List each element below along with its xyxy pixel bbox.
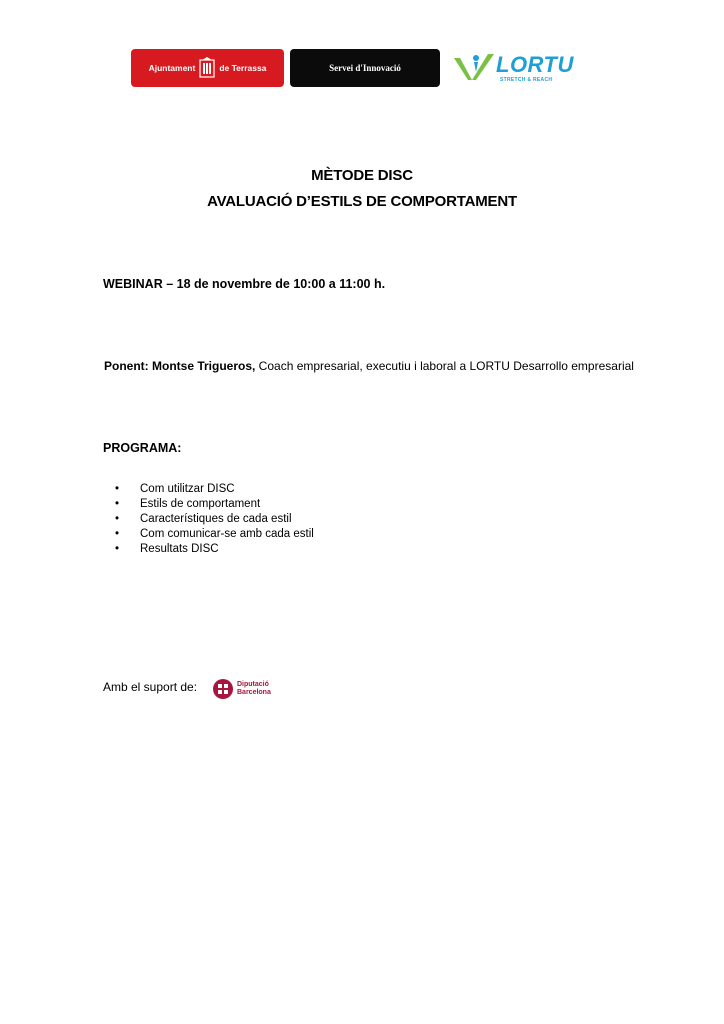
programa-heading: PROGRAMA:: [103, 441, 182, 455]
bullet-icon: •: [115, 543, 120, 555]
list-item: [112, 527, 314, 542]
diputacio-logo-line-1: Diputació: [237, 681, 269, 688]
terrassa-logo-left-text: Ajuntament: [148, 63, 196, 73]
lortu-v-icon: [452, 50, 498, 86]
terrassa-logo-right-text: de Terrassa: [219, 63, 267, 73]
title-line-1: MÈTODE DISC: [311, 167, 413, 184]
programa-list: [112, 482, 314, 557]
webinar-info: WEBINAR – 18 de novembre de 10:00 a 11:00 h.: [103, 277, 386, 291]
bullet-icon: •: [115, 498, 120, 510]
ponent-info: [104, 359, 634, 373]
lortu-tagline: STRETCH & REACH: [500, 77, 553, 83]
diputacio-logo-text: [237, 681, 271, 697]
list-item: [112, 497, 314, 512]
suport-label: Amb el suport de:: [103, 680, 198, 694]
lortu-wordmark: LORTU: [496, 52, 574, 77]
list-item-text: Com comunicar-se amb cada estil: [140, 528, 314, 540]
document-title: [0, 163, 724, 215]
diputacio-logo-line-2: Barcelona: [237, 689, 271, 696]
title-line-2: AVALUACIÓ D’ESTILS DE COMPORTAMENT: [207, 193, 517, 210]
ponent-description: Coach empresarial, executiu i laboral a LORTU Desarrollo empresarial: [255, 359, 634, 373]
list-item-text: Estils de comportament: [140, 498, 261, 510]
diputacio-barcelona-logo: [213, 677, 271, 701]
ponent-label: Ponent: Montse Trigueros,: [104, 359, 256, 373]
bullet-icon: •: [115, 528, 120, 540]
list-item: [112, 542, 314, 557]
innovacio-logo-text: Servei d'Innovació: [329, 63, 401, 73]
servei-innovacio-logo: [290, 49, 440, 87]
ajuntament-terrassa-logo: [131, 49, 284, 87]
lortu-logo: [452, 50, 582, 88]
bullet-icon: •: [115, 483, 120, 495]
list-item-text: Com utilitzar DISC: [140, 483, 235, 495]
bullet-icon: •: [115, 513, 120, 525]
list-item: [112, 482, 314, 497]
list-item-text: Característiques de cada estil: [140, 513, 292, 525]
terrassa-crest-icon: [199, 57, 215, 79]
list-item: [112, 512, 314, 527]
diputacio-emblem-icon: [213, 679, 233, 699]
list-item-text: Resultats DISC: [140, 543, 219, 555]
